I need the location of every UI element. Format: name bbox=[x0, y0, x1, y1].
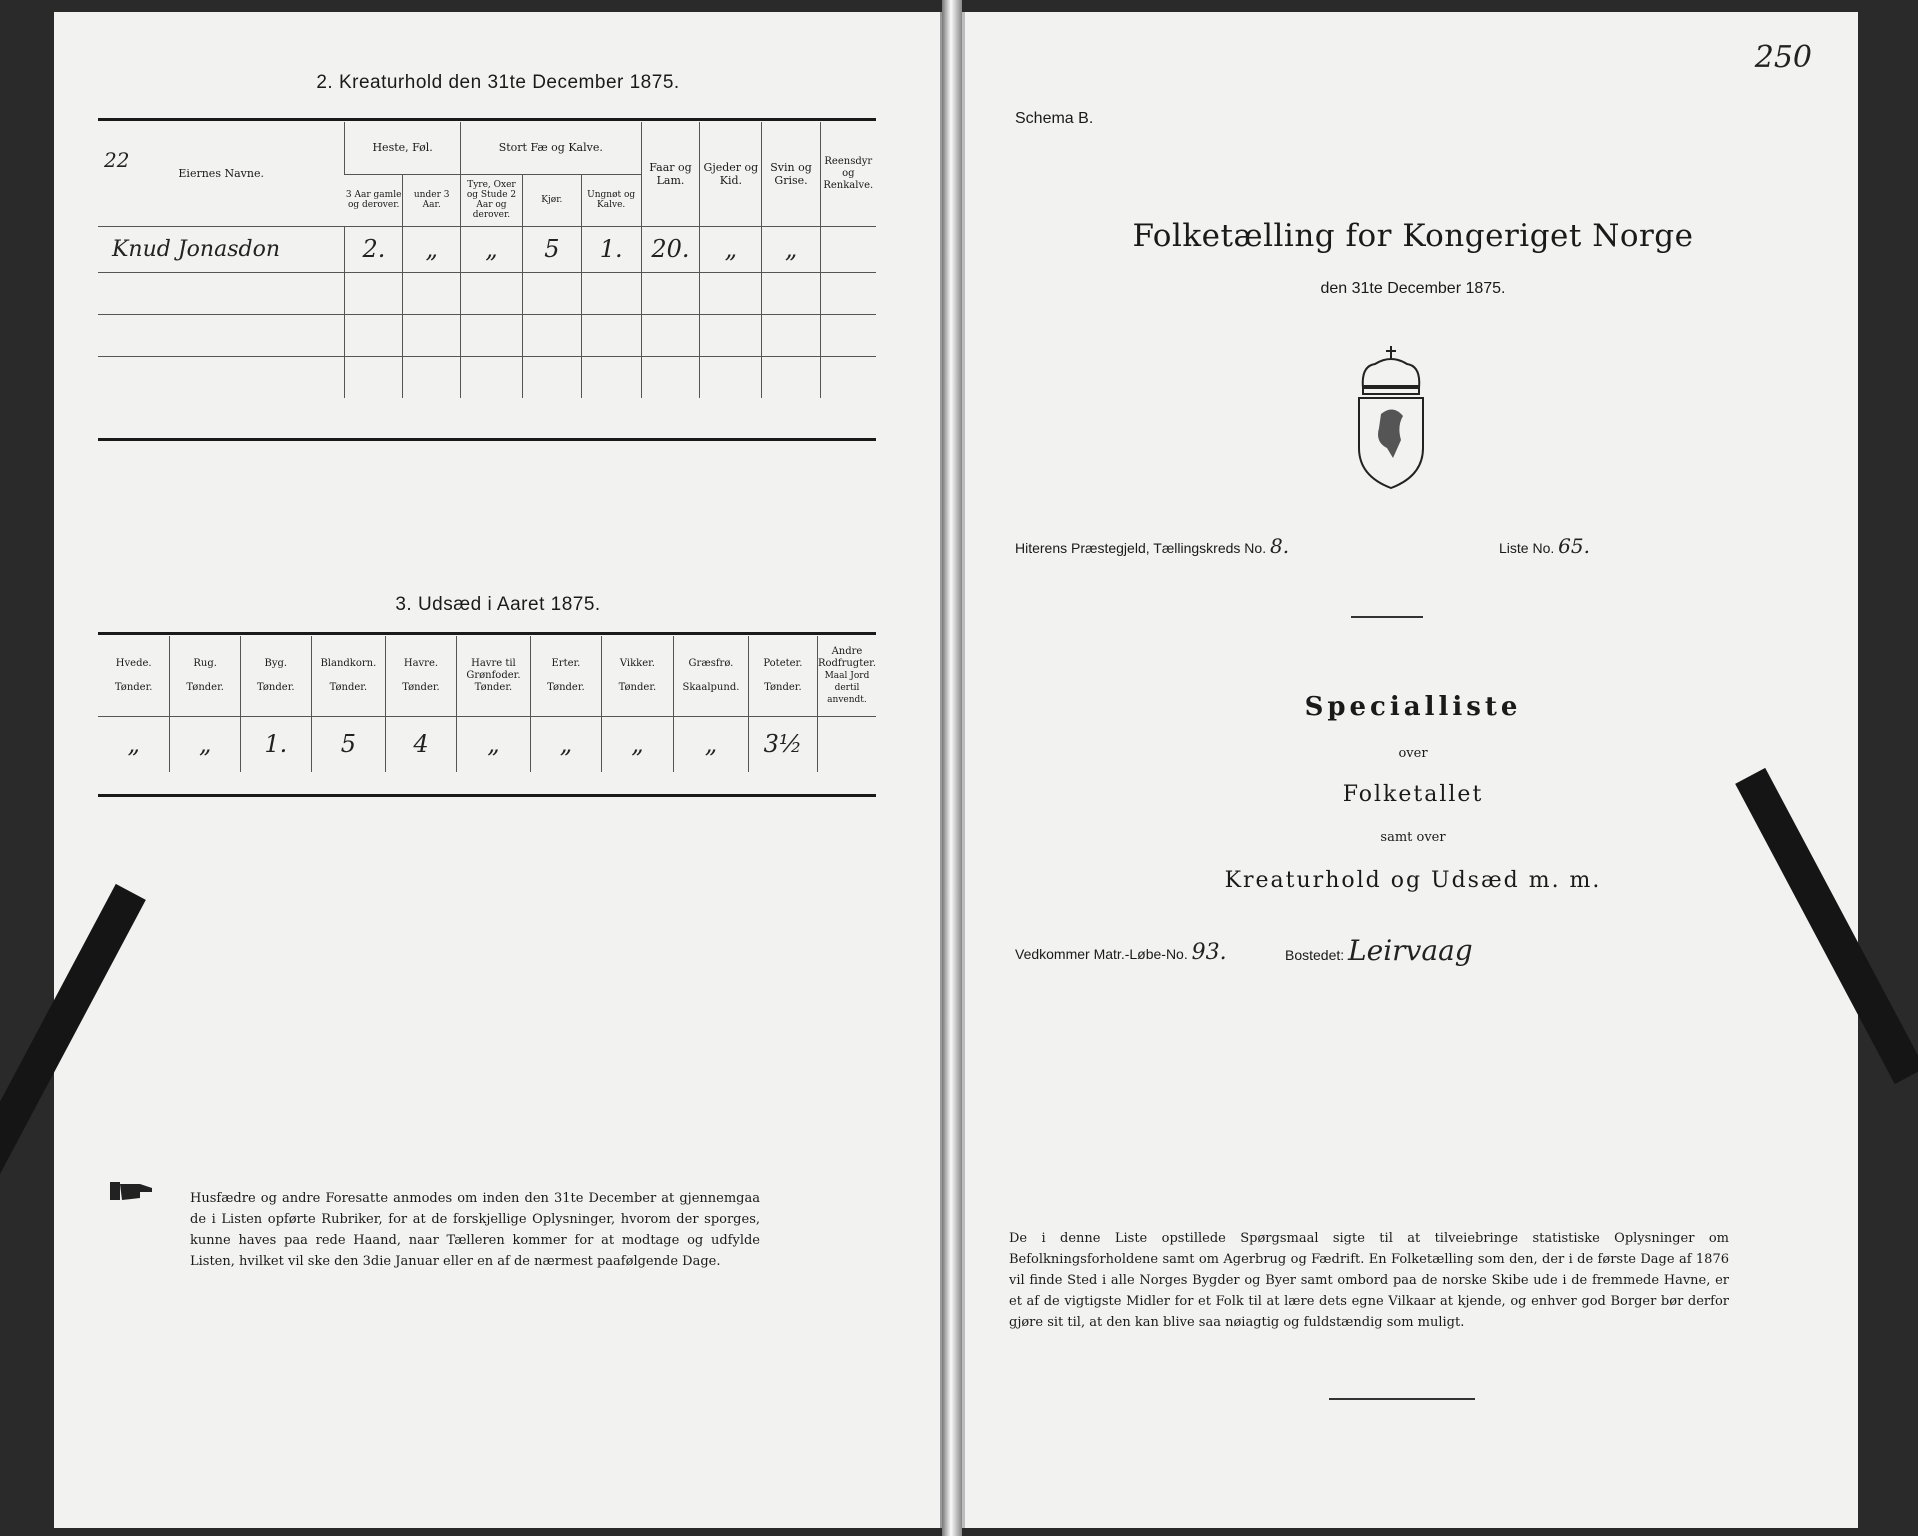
short-divider-top bbox=[1351, 616, 1423, 618]
cell-cows: 5 bbox=[523, 226, 582, 272]
sheep-header: Faar og Lam. bbox=[641, 122, 700, 226]
list-value: 65. bbox=[1558, 534, 1590, 558]
household-notice: Husfædre og andre Foresatte anmodes om inden den 31te December at gjennemgaa de i Listen opførte Rubriker, for at de forskjellige Oplysninger, hvorom der sporges, kunne haves paa rede Haand, naar Tælleren kommer for at modtage og udfylde Listen, hvilket vil ske den 3die Januar eller en af de nærmest paafølgende Dage. bbox=[190, 1191, 760, 1269]
kreaturhold-label: Kreaturhold og Udsæd m. m. bbox=[1224, 868, 1602, 893]
horse-young-header: under 3 Aar. bbox=[403, 174, 460, 226]
sowing-value-havre: 4 bbox=[386, 716, 457, 772]
matr-value: 93. bbox=[1191, 940, 1227, 965]
bosted-label: Bostedet: bbox=[1285, 947, 1345, 963]
margin-mark: 22 bbox=[104, 148, 130, 172]
right-page bbox=[962, 12, 1858, 1528]
specialliste-heading: Specialliste bbox=[1304, 692, 1522, 722]
census-date: den 31te December 1875. bbox=[1320, 280, 1506, 297]
sowing-title: 3. Udsæd i Aaret 1875. bbox=[395, 594, 601, 615]
pigs-header: Svin og Grise. bbox=[762, 122, 820, 226]
bosted-value: Leirvaag bbox=[1348, 934, 1473, 967]
census-footnote: De i denne Liste opstillede Spørgsmaal sigte til at tilveiebringe statistiske Oplysninger om Befolkningsforholdene samt om Agerbrug og Fædrift. En Folketælling som den, der i de første Dage af 1876 vil finde Sted i alle Norges Bygder og Byer samt ombord paa de norske Skibe ude i de fremmede Havne, er et af de vigtigste Midler for et Folk til at lære dets egne Vilkaar at kjende, og enhver god Borger bør derfor gjøre sit til, at den kan blive saa nøiagtig og fuldstændig som muligt. bbox=[1009, 1231, 1729, 1330]
sowing-header-rodfrugter: Andre Rodfrugter. Maal Jord dertil anvendt. bbox=[817, 636, 876, 716]
samt-over-label: samt over bbox=[1380, 830, 1446, 845]
sowing-bottom-rule bbox=[98, 794, 876, 797]
cell-horse-young: „ bbox=[403, 226, 460, 272]
sowing-value-vikker: „ bbox=[601, 716, 673, 772]
livestock-row bbox=[98, 226, 876, 272]
cell-reindeer bbox=[820, 226, 876, 272]
sowing-table bbox=[98, 636, 876, 772]
matr-line bbox=[1015, 940, 1227, 965]
bookmark-tab-right bbox=[1735, 768, 1918, 1084]
pointing-hand-icon bbox=[110, 1178, 154, 1204]
livestock-bottom-rule bbox=[98, 438, 876, 441]
short-divider-bottom bbox=[1329, 1398, 1475, 1400]
sowing-value-havre-gronfoder: „ bbox=[456, 716, 530, 772]
book-binding bbox=[942, 0, 962, 1536]
district-label: Tællingskreds No. bbox=[1153, 540, 1267, 556]
sowing-header-havre: Havre. Tønder. bbox=[386, 636, 457, 716]
coat-of-arms-icon bbox=[1353, 344, 1429, 490]
folketallet-label: Folketallet bbox=[1342, 782, 1484, 807]
livestock-row-empty bbox=[98, 314, 876, 356]
sowing-value-graesfro: „ bbox=[674, 716, 749, 772]
sowing-value-erter: „ bbox=[531, 716, 602, 772]
bookmark-tab-left bbox=[0, 884, 146, 1200]
sowing-header-erter: Erter. Tønder. bbox=[531, 636, 602, 716]
sowing-value-blandkorn: 5 bbox=[311, 716, 386, 772]
over-label: over bbox=[1398, 746, 1428, 761]
sowing-value-rodfrugter bbox=[817, 716, 876, 772]
parish-label: Hiterens Præstegjeld, bbox=[1015, 540, 1150, 556]
sowing-header-havre-gronfoder: Havre til Grønfoder. Tønder. bbox=[456, 636, 530, 716]
reindeer-header: Reensdyr og Renkalve. bbox=[820, 122, 876, 226]
livestock-row-empty bbox=[98, 356, 876, 398]
oxen-header: Tyre, Oxer og Stude 2 Aar og derover. bbox=[460, 174, 522, 226]
bosted-line bbox=[1285, 934, 1473, 967]
matr-label: Vedkommer Matr.-Løbe-No. bbox=[1015, 946, 1188, 962]
sowing-header-hvede: Hvede. Tønder. bbox=[114, 657, 153, 693]
owner-header: Eiernes Navne. bbox=[178, 167, 264, 181]
sowing-row bbox=[98, 716, 876, 772]
census-title: Folketælling for Kongeriget Norge bbox=[1132, 218, 1694, 254]
list-line bbox=[1499, 534, 1590, 558]
cell-young-cattle: 1. bbox=[581, 226, 641, 272]
young-cattle-header: Ungnøt og Kalve. bbox=[581, 174, 641, 226]
horse-old-header: 3 Aar gamle og derover. bbox=[345, 190, 402, 210]
sowing-header-blandkorn: Blandkorn. Tønder. bbox=[311, 636, 386, 716]
schema-label: Schema B. bbox=[1015, 110, 1094, 127]
parish-line bbox=[1015, 534, 1289, 558]
list-label: Liste No. bbox=[1499, 540, 1555, 556]
page-number: 250 bbox=[1754, 40, 1812, 75]
livestock-table bbox=[98, 122, 876, 398]
cows-header: Kjør. bbox=[523, 174, 582, 226]
sowing-header-vikker: Vikker. Tønder. bbox=[601, 636, 673, 716]
sowing-header-poteter: Poteter. Tønder. bbox=[748, 636, 817, 716]
livestock-top-rule bbox=[98, 118, 876, 121]
cell-oxen: „ bbox=[460, 226, 522, 272]
horses-header: Heste, Føl. bbox=[345, 122, 461, 174]
cell-horse-old: 2. bbox=[345, 226, 403, 272]
sowing-header-rug: Rug. Tønder. bbox=[170, 636, 241, 716]
sowing-top-rule bbox=[98, 632, 876, 635]
goats-header: Gjeder og Kid. bbox=[700, 122, 762, 226]
sowing-value-byg: 1. bbox=[240, 716, 311, 772]
sowing-header-byg: Byg. Tønder. bbox=[240, 636, 311, 716]
livestock-title: 2. Kreaturhold den 31te December 1875. bbox=[316, 72, 680, 93]
sowing-header-graesfro: Græsfrø. Skaalpund. bbox=[674, 636, 749, 716]
cell-goats: „ bbox=[700, 226, 762, 272]
left-page bbox=[54, 12, 942, 1528]
owner-name: Knud Jonasdon bbox=[112, 236, 280, 262]
cell-sheep: 20. bbox=[641, 226, 700, 272]
district-value: 8. bbox=[1269, 534, 1290, 558]
sowing-value-rug: „ bbox=[170, 716, 241, 772]
sowing-value-poteter: 3½ bbox=[748, 716, 817, 772]
cell-pigs: „ bbox=[762, 226, 820, 272]
livestock-row-empty bbox=[98, 272, 876, 314]
sowing-value-hvede: „ bbox=[127, 730, 140, 759]
cattle-header: Stort Fæ og Kalve. bbox=[460, 122, 641, 174]
